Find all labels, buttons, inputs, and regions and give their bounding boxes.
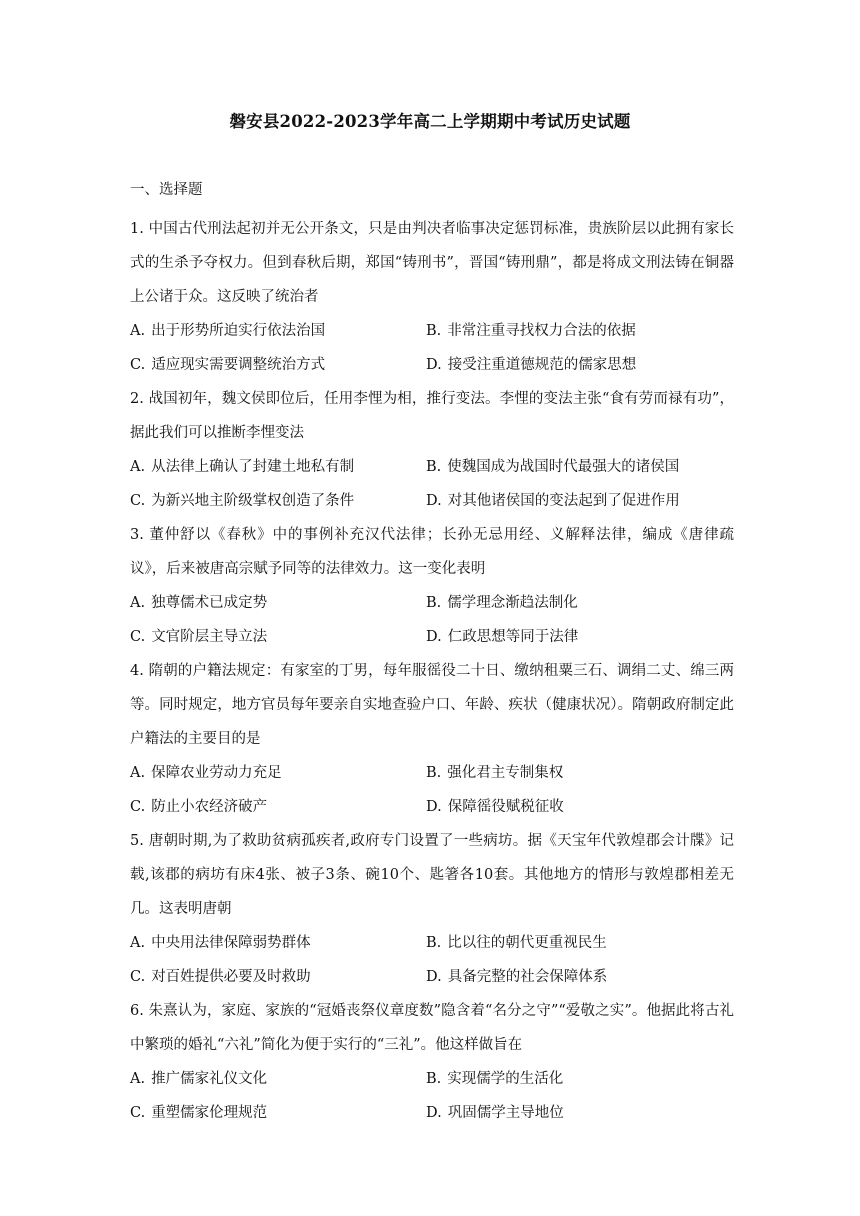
option-row <box>130 620 734 654</box>
option-row <box>130 450 734 484</box>
question-3 <box>130 518 734 654</box>
option-c: C. 防止小农经济破产 <box>130 799 268 815</box>
question-2 <box>130 382 734 518</box>
option-c: C. 适应现实需要调整统治方式 <box>130 357 326 373</box>
option-d: D. 接受注重道德规范的儒家思想 <box>426 357 637 373</box>
option-a: A. 从法律上确认了封建土地私有制 <box>130 459 355 475</box>
option-a: A. 保障农业劳动力充足 <box>130 765 282 781</box>
option-c: C. 为新兴地主阶级掌权创造了条件 <box>130 493 355 509</box>
question-4 <box>130 654 734 824</box>
option-d: D. 对其他诸侯国的变法起到了促进作用 <box>426 493 680 509</box>
option-b: B. 强化君主专制集权 <box>426 765 564 781</box>
option-c: C. 文官阶层主导立法 <box>130 629 268 645</box>
option-row <box>130 586 734 620</box>
option-row <box>130 1062 734 1096</box>
page-title: 磐安县2022-2023学年高二上学期期中考试历史试题 <box>229 112 631 131</box>
question-stem: 2. 战国初年，魏文侯即位后，任用李悝为相，推行变法。李悝的变法主张“食有劳而禄有功”，据此我们可以推断李悝变法 <box>130 391 734 441</box>
question-list <box>130 212 734 1130</box>
option-b: B. 比以往的朝代更重视民生 <box>426 935 607 951</box>
option-a: A. 中央用法律保障弱势群体 <box>130 935 311 951</box>
option-row <box>130 314 734 348</box>
option-a: A. 独尊儒术已成定势 <box>130 595 268 611</box>
option-a: A. 推广儒家礼仪文化 <box>130 1071 268 1087</box>
option-d: D. 保障徭役赋税征收 <box>426 799 564 815</box>
option-row <box>130 348 734 382</box>
question-1 <box>130 212 734 382</box>
option-b: B. 实现儒学的生活化 <box>426 1071 564 1087</box>
option-d: D. 仁政思想等同于法律 <box>426 629 579 645</box>
option-b: B. 非常注重寻找权力合法的依据 <box>426 323 636 339</box>
question-stem: 3. 董仲舒以《春秋》中的事例补充汉代法律；长孙无忌用经、义解释法律，编成《唐律疏议》，后来被唐高宗赋予同等的法律效力。这一变化表明 <box>130 527 734 577</box>
option-row <box>130 484 734 518</box>
option-b: B. 使魏国成为战国时代最强大的诸侯国 <box>426 459 680 475</box>
option-c: C. 重塑儒家伦理规范 <box>130 1105 268 1121</box>
question-6 <box>130 994 734 1130</box>
option-row <box>130 926 734 960</box>
question-stem: 1. 中国古代刑法起初并无公开条文，只是由判决者临事决定惩罚标准，贵族阶层以此拥有家长式的生杀予夺权力。但到春秋后期，郑国“铸刑书”，晋国“铸刑鼎”，都是将成文刑法铸在铜器上公诸于众。这反映了统治者 <box>130 221 734 305</box>
option-row <box>130 1096 734 1130</box>
question-5 <box>130 824 734 994</box>
option-d: D. 巩固儒学主导地位 <box>426 1105 564 1121</box>
option-row <box>130 756 734 790</box>
option-a: A. 出于形势所迫实行依法治国 <box>130 323 326 339</box>
option-c: C. 对百姓提供必要及时救助 <box>130 969 311 985</box>
option-b: B. 儒学理念渐趋法制化 <box>426 595 578 611</box>
option-d: D. 具备完整的社会保障体系 <box>426 969 608 985</box>
question-stem: 5. 唐朝时期,为了救助贫病孤疾者,政府专门设置了一些病坊。据《天宝年代敦煌郡会计牒》记载,该郡的病坊有床4张、被子3条、碗10个、匙箸各10套。其他地方的情形与敦煌郡相差无几。这表明唐朝 <box>130 833 734 917</box>
question-stem: 6. 朱熹认为，家庭、家族的“冠婚丧祭仪章度数”隐含着“名分之守”“爱敬之实”。他据此将古礼中繁琐的婚礼“六礼”简化为便于实行的“三礼”。他这样做旨在 <box>130 1003 734 1053</box>
section-heading: 一、选择题 <box>130 182 203 198</box>
question-stem: 4. 隋朝的户籍法规定：有家室的丁男，每年服徭役二十日、缴纳租粟三石、调绢二丈、绵三两等。同时规定，地方官员每年要亲自实地查验户口、年龄、疾状（健康状况）。隋朝政府制定此户籍法的主要目的是 <box>130 663 734 747</box>
option-row <box>130 790 734 824</box>
option-row <box>130 960 734 994</box>
